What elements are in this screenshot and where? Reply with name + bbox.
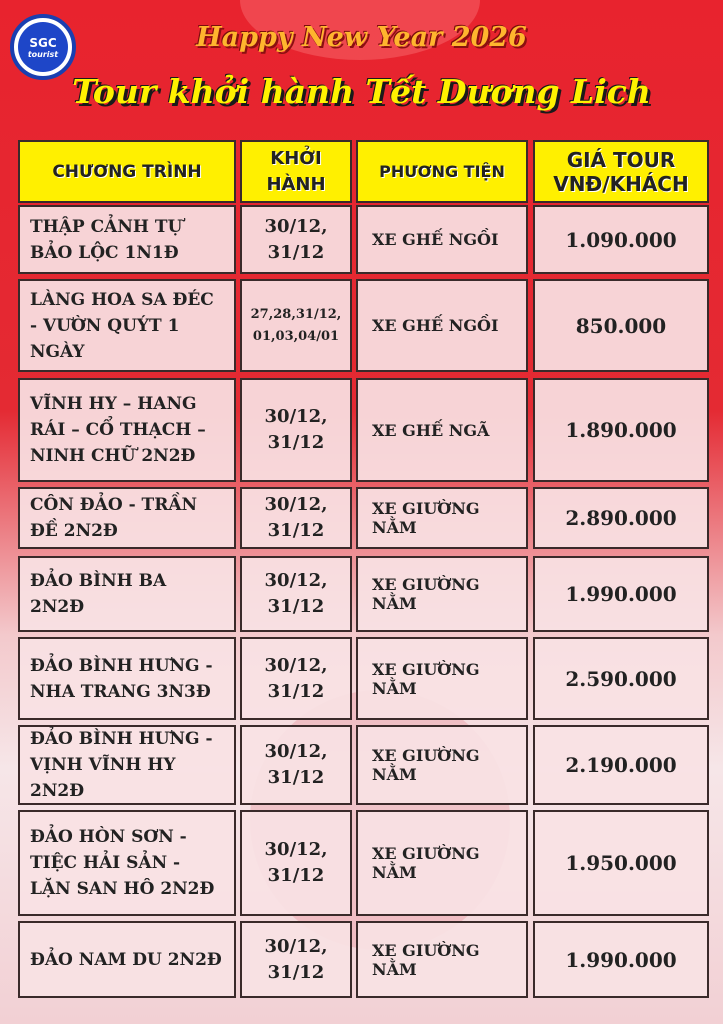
departure-cell: 30/12, 31/12 [240, 205, 352, 274]
transport-cell: XE GIƯỜNG NẰM [356, 921, 528, 998]
price-cell: 1.990.000 [533, 921, 709, 998]
logo-brand: SGC [29, 35, 57, 50]
program-cell: CÔN ĐẢO - TRẦN ĐỀ 2N2Đ [18, 487, 236, 549]
program-cell: VĨNH HY – HANG RÁI – CỔ THẠCH – NINH CHỮ 2N2Đ [18, 378, 236, 482]
program-cell: ĐẢO NAM DU 2N2Đ [18, 921, 236, 998]
departure-cell: 30/12, 31/12 [240, 378, 352, 482]
departure-cell: 30/12, 31/12 [240, 556, 352, 632]
greeting-title: Happy New Year 2026 [196, 22, 527, 53]
price-cell: 2.890.000 [533, 487, 709, 549]
program-cell: ĐẢO BÌNH HƯNG - VỊNH VĨNH HY 2N2Đ [18, 725, 236, 805]
departure-cell: 27,28,31/12, 01,03,04/01 [240, 279, 352, 372]
transport-cell: XE GIƯỜNG NẰM [356, 556, 528, 632]
price-cell: 1.950.000 [533, 810, 709, 916]
price-cell: 1.890.000 [533, 378, 709, 482]
price-cell: 850.000 [533, 279, 709, 372]
logo-sub: tourist [27, 49, 59, 59]
col-header-transport: PHƯƠNG TIỆN [356, 140, 528, 203]
price-cell: 2.590.000 [533, 637, 709, 720]
transport-cell: XE GIƯỜNG NẰM [356, 637, 528, 720]
program-cell: ĐẢO BÌNH BA 2N2Đ [18, 556, 236, 632]
col-header-price: GIÁ TOUR VNĐ/KHÁCH [533, 140, 709, 203]
departure-cell: 30/12, 31/12 [240, 637, 352, 720]
price-cell: 1.090.000 [533, 205, 709, 274]
departure-cell: 30/12, 31/12 [240, 487, 352, 549]
page-title: Tour khởi hành Tết Dương Lich [72, 72, 651, 111]
program-cell: LÀNG HOA SA ĐÉC - VƯỜN QUÝT 1 NGÀY [18, 279, 236, 372]
transport-cell: XE GHẾ NGÃ [356, 378, 528, 482]
departure-cell: 30/12, 31/12 [240, 921, 352, 998]
departure-cell: 30/12, 31/12 [240, 725, 352, 805]
program-cell: ĐẢO HÒN SƠN - TIỆC HẢI SẢN - LẶN SAN HÔ 2N2Đ [18, 810, 236, 916]
program-cell: ĐẢO BÌNH HƯNG - NHA TRANG 3N3Đ [18, 637, 236, 720]
transport-cell: XE GIƯỜNG NẰM [356, 810, 528, 916]
price-cell: 2.190.000 [533, 725, 709, 805]
transport-cell: XE GIƯỜNG NẰM [356, 725, 528, 805]
col-header-program: CHƯƠNG TRÌNH [18, 140, 236, 203]
program-cell: THẬP CẢNH TỰ BẢO LỘC 1N1Đ [18, 205, 236, 274]
transport-cell: XE GIƯỜNG NẰM [356, 487, 528, 549]
col-header-departure: KHỞI HÀNH [240, 140, 352, 203]
transport-cell: XE GHẾ NGỒI [356, 279, 528, 372]
transport-cell: XE GHẾ NGỒI [356, 205, 528, 274]
price-cell: 1.990.000 [533, 556, 709, 632]
departure-cell: 30/12, 31/12 [240, 810, 352, 916]
